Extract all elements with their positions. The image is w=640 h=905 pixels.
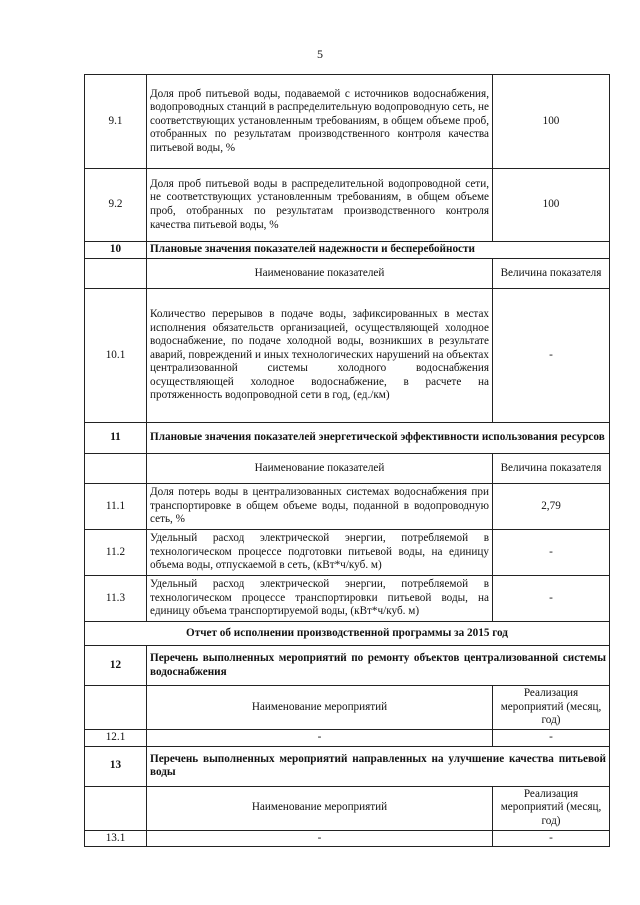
row-number: 11.1 xyxy=(85,484,147,530)
column-header-value: Величина показателя xyxy=(493,259,610,289)
indicator-text: Доля проб питьевой воды в распределительной водопроводной сети, не соответствующих установленным требованиям, в общем объеме проб, отобранных по результатам производственного контроля качества питьевой воды, % xyxy=(147,169,493,242)
page-number: 5 xyxy=(317,47,323,61)
column-header-value: Реализация мероприятий (месяц, год) xyxy=(493,786,610,830)
indicators-table xyxy=(84,74,610,847)
table-row xyxy=(85,75,610,169)
activity-name: - xyxy=(147,830,493,847)
indicator-text: Доля потерь воды в централизованных системах водоснабжения при транспортировке в общем объеме воды, поданной в водопроводную сеть, % xyxy=(147,484,493,530)
table-row xyxy=(85,289,610,423)
column-header-name: Наименование мероприятий xyxy=(147,686,493,730)
row-number: 13.1 xyxy=(85,830,147,847)
row-number: 9.1 xyxy=(85,75,147,169)
indicator-value: - xyxy=(493,576,610,622)
indicator-value: 2,79 xyxy=(493,484,610,530)
section-number: 12 xyxy=(85,646,147,686)
column-header-name: Наименование показателей xyxy=(147,259,493,289)
table-row xyxy=(85,484,610,530)
indicator-value: - xyxy=(493,530,610,576)
column-header-value: Реализация мероприятий (месяц, год) xyxy=(493,686,610,730)
row-number: 10.1 xyxy=(85,289,147,423)
section-number: 11 xyxy=(85,423,147,454)
indicator-text: Удельный расход электрической энергии, потребляемой в технологическом процессе подготовки питьевой воды, на единицу объема воды, отпускаемой в сеть, (кВт*ч/куб. м) xyxy=(147,530,493,576)
indicator-text: Количество перерывов в подаче воды, зафиксированных в местах исполнения обязательств организацией, осуществляющей холодное водоснабжение, по подаче холодной воды, возникших в результате аварий, повреждений и иных технологических нарушений на объектах централизованной системы холодного водоснабжения осуществляющей холодное водоснабжение, в расчете на протяженность водопроводной сети в год, (ед./км) xyxy=(147,289,493,423)
report-row xyxy=(85,622,610,646)
row-number: 11.2 xyxy=(85,530,147,576)
section-row xyxy=(85,242,610,259)
report-heading: Отчет об исполнении производственной программы за 2015 год xyxy=(85,622,610,646)
section-title: Плановые значения показателей энергетической эффективности использования ресурсов xyxy=(147,423,610,454)
row-number: 12.1 xyxy=(85,730,147,747)
column-header-row xyxy=(85,454,610,484)
row-number: 9.2 xyxy=(85,169,147,242)
column-header-value: Величина показателя xyxy=(493,454,610,484)
column-header-name: Наименование показателей xyxy=(147,454,493,484)
table-row xyxy=(85,169,610,242)
table-row xyxy=(85,530,610,576)
section-title: Плановые значения показателей надежности и бесперебойности xyxy=(147,242,610,259)
indicator-value: - xyxy=(493,289,610,423)
activity-date: - xyxy=(493,830,610,847)
section-title: Перечень выполненных мероприятий по ремонту объектов централизованной системы водоснабжения xyxy=(147,646,610,686)
activity-name: - xyxy=(147,730,493,747)
activity-date: - xyxy=(493,730,610,747)
table-row xyxy=(85,830,610,847)
section-number: 10 xyxy=(85,242,147,259)
column-header-row xyxy=(85,686,610,730)
section-number: 13 xyxy=(85,746,147,786)
indicator-text: Доля проб питьевой воды, подаваемой с источников водоснабжения, водопроводных станций в распределительную водопроводную сеть, не соответствующих установленным требованиям, в общем объеме проб, отобранных по результатам производственного контроля качества питьевой воды, % xyxy=(147,75,493,169)
section-row xyxy=(85,746,610,786)
indicator-value: 100 xyxy=(493,75,610,169)
column-header-row xyxy=(85,786,610,830)
row-number: 11.3 xyxy=(85,576,147,622)
table-row xyxy=(85,576,610,622)
table-row xyxy=(85,730,610,747)
column-header-name: Наименование мероприятий xyxy=(147,786,493,830)
indicator-value: 100 xyxy=(493,169,610,242)
section-title: Перечень выполненных мероприятий направленных на улучшение качества питьевой воды xyxy=(147,746,610,786)
section-row xyxy=(85,423,610,454)
indicator-text: Удельный расход электрической энергии, потребляемой в технологическом процессе транспортировки питьевой воды, на единицу объема транспортируемой воды, (кВт*ч/куб. м) xyxy=(147,576,493,622)
column-header-row xyxy=(85,259,610,289)
section-row xyxy=(85,646,610,686)
